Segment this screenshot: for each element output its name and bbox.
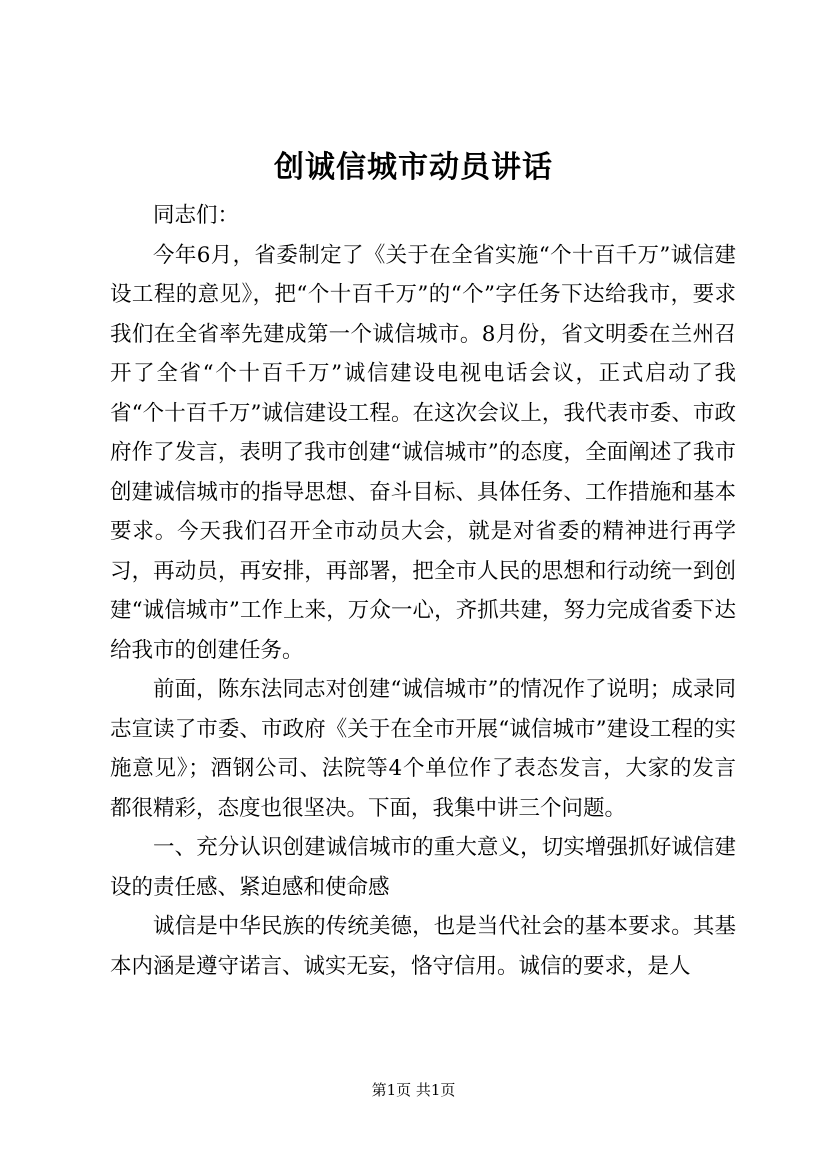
page-number: 第1页 共1页 (371, 1081, 456, 1099)
document-title: 创诚信城市动员讲话 (274, 150, 553, 185)
body-paragraph: 前面，陈东法同志对创建“诚信城市”的情况作了说明；成录同志宣读了市委、市政府《关于在全市开展“诚信城市”建设工程的实施意见》；酒钢公司、法院等4个单位作了表态发言，大家的发言都很精彩，态度也很坚决。下面，我集中讲三个问题。 (110, 677, 736, 821)
section-heading: 一、充分认识创建诚信城市的重大意义，切实增强抓好诚信建设的责任感、紧迫感和使命感 (110, 835, 736, 900)
salutation-paragraph: 同志们： (153, 203, 240, 228)
document-body (110, 196, 736, 986)
body-paragraph: 诚信是中华民族的传统美德，也是当代社会的基本要求。其基本内涵是遵守诺言、诚实无妄，恪守信用。诚信的要求，是人 (110, 914, 736, 979)
body-paragraph: 今年6月，省委制定了《关于在全省实施“个十百千万”诚信建设工程的意见》，把“个十百千万”的“个”字任务下达给我市，要求我们在全省率先建成第一个诚信城市。8月份，省文明委在兰州召开了全省“个十百千万”诚信建设电视电话会议，正式启动了我省“个十百千万”诚信建设工程。在这次会议上，我代表市委、市政府作了发言，表明了我市创建“诚信城市”的态度，全面阐述了我市创建诚信城市的指导思想、奋斗目标、具体任务、工作措施和基本要求。今天我们召开全市动员大会，就是对省委的精神进行再学习，再动员，再安排，再部署，把全市人民的思想和行动统一到创建“诚信城市”工作上来，万众一心，齐抓共建，努力完成省委下达给我市的创建任务。 (110, 242, 736, 663)
